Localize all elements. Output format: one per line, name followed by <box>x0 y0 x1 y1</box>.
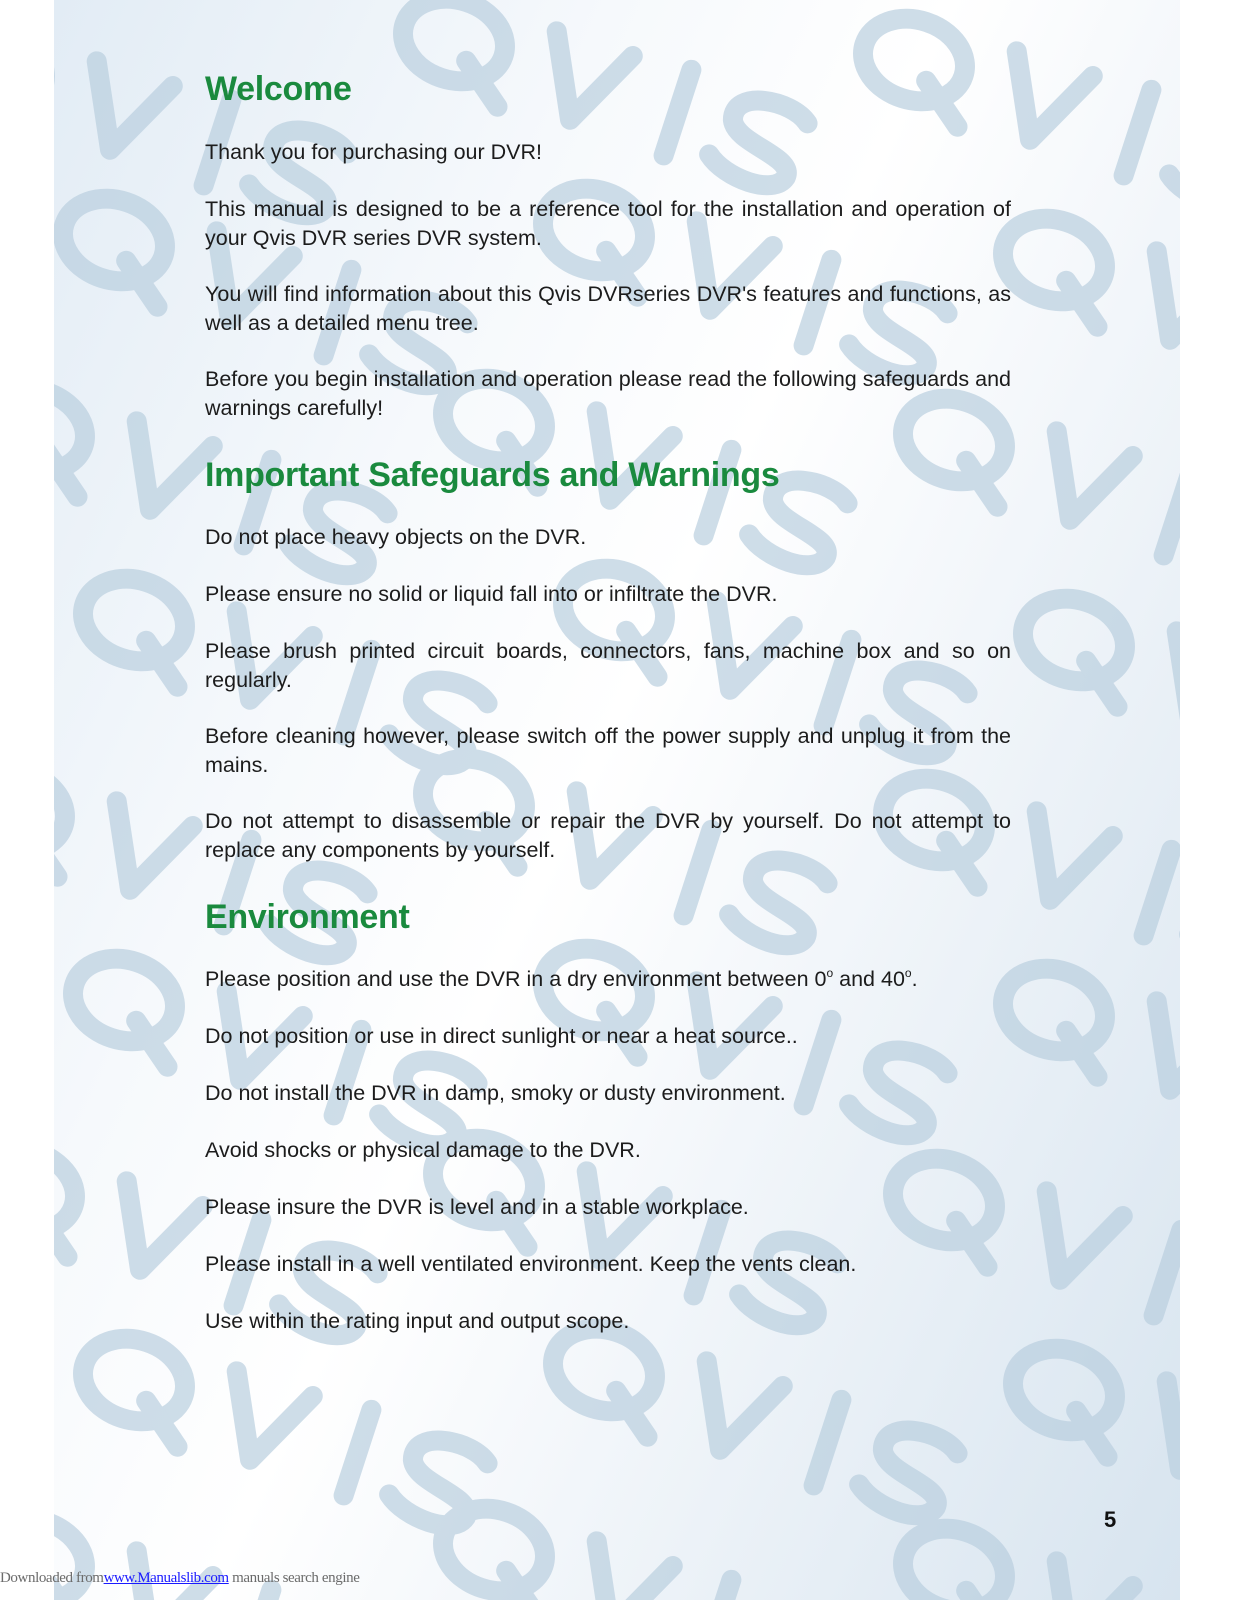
degree-symbol: o <box>904 966 912 980</box>
safeguard-cleaning-power: Before cleaning however, please switch off the power supply and unplug it from the mains. <box>205 724 1011 777</box>
safeguard-liquid: Please ensure no solid or liquid fall into or infiltrate the DVR. <box>205 582 778 606</box>
temperature-text-prefix: Please position and use the DVR in a dry environment between 0 <box>205 967 827 991</box>
safeguards-heading: Important Safeguards and Warnings <box>205 456 780 494</box>
manual-page <box>54 0 1180 1600</box>
environment-sunlight: Do not position or use in direct sunlight or near a heat source.. <box>205 1024 798 1048</box>
degree-symbol: o <box>826 966 834 980</box>
safeguard-heavy-objects: Do not place heavy objects on the DVR. <box>205 525 587 549</box>
temperature-text-middle: and 40 <box>833 967 905 991</box>
welcome-purpose-paragraph: This manual is designed to be a reference tool for the installation and operation of your Qvis DVR series DVR system. <box>205 197 1011 250</box>
footer-prefix: Downloaded from <box>0 1570 104 1586</box>
temperature-text-suffix: . <box>911 967 918 991</box>
welcome-heading: Welcome <box>205 70 352 108</box>
environment-ventilation: Please install in a well ventilated environment. Keep the vents clean. <box>205 1252 857 1276</box>
environment-heading: Environment <box>205 898 410 936</box>
environment-level: Please insure the DVR is level and in a stable workplace. <box>205 1195 749 1219</box>
environment-damp: Do not install the DVR in damp, smoky or dusty environment. <box>205 1081 786 1105</box>
environment-rating: Use within the rating input and output scope. <box>205 1309 630 1333</box>
environment-temperature <box>205 965 1011 994</box>
footer-suffix: manuals search engine <box>228 1570 360 1586</box>
page-number: 5 <box>1104 1507 1117 1532</box>
download-footer <box>0 1570 359 1587</box>
safeguard-brush-boards: Please brush printed circuit boards, connectors, fans, machine box and so on regularly. <box>205 639 1011 692</box>
environment-shocks: Avoid shocks or physical damage to the DVR. <box>205 1138 641 1162</box>
welcome-features-paragraph: You will find information about this Qvis DVRseries DVR's features and functions, as well as a detailed menu tree. <box>205 282 1011 335</box>
safeguard-no-disassembly: Do not attempt to disassemble or repair the DVR by yourself. Do not attempt to replace any components by yourself. <box>205 809 1011 862</box>
welcome-thanks-paragraph: Thank you for purchasing our DVR! <box>205 140 542 164</box>
manualslib-link[interactable]: www.Manualslib.com <box>103 1570 229 1586</box>
welcome-read-warnings-paragraph: Before you begin installation and operation please read the following safeguards and warnings carefully! <box>205 367 1011 420</box>
